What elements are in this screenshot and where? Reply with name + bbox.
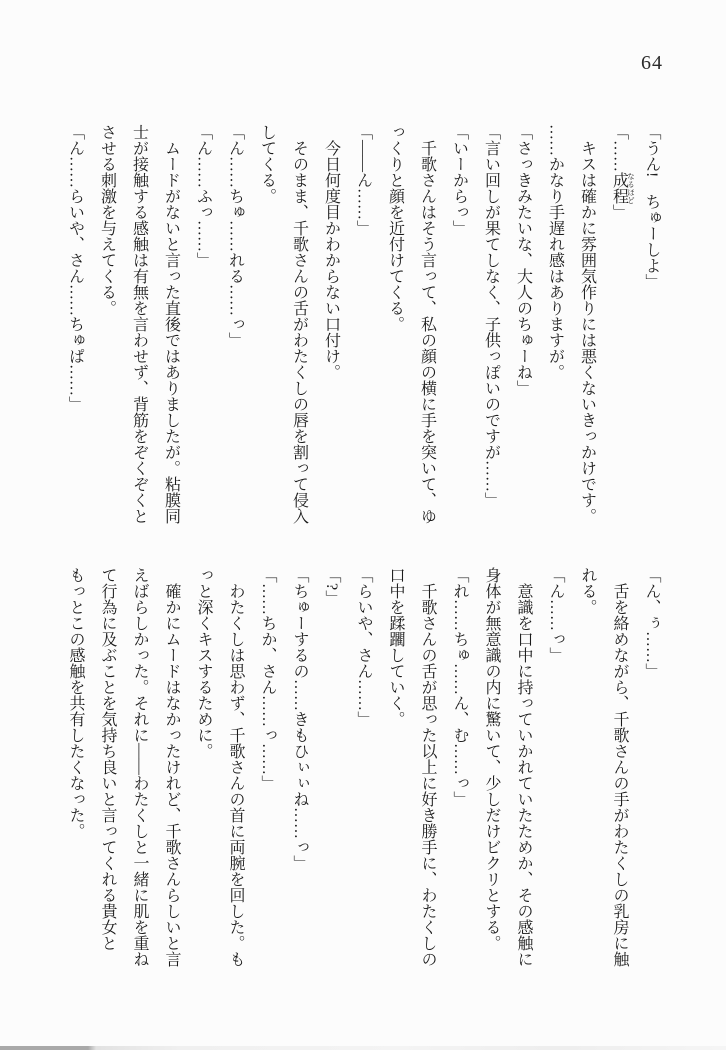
text-line: 「れ……ちゅ……ん、む……っ」: [451, 567, 468, 807]
text-line: っと深くキスするために。: [195, 567, 212, 759]
text-line: 「ん……っ」: [547, 567, 564, 663]
text-line: 「ん……らいや、さん……ちゅぱ……」: [66, 124, 84, 412]
text-line: そのまま、千歌さんの舌がわたくしの唇を割って侵入: [290, 140, 308, 524]
text-line: 「言い回しが果てしなく、子供っぽいのですが……」: [482, 124, 500, 508]
text-line: 「らいや、さん……」: [355, 567, 372, 727]
text-line: してくる。: [258, 124, 276, 204]
text-line: 「ちゅーするの……きもひぃぃね……っ」: [291, 567, 308, 871]
text-line: 「ん……ふっ……」: [194, 124, 212, 268]
text-line: 口中を蹂躙していく。: [387, 567, 404, 727]
text-line: わたくしは思わず、千歌さんの首に両腕を回した。も: [227, 583, 244, 967]
page-number: 64: [641, 52, 663, 74]
text-line: 「?」: [323, 567, 340, 607]
text-line: 「――ん……」: [354, 124, 372, 236]
text-line: 意識を口中に持っていかれていたためか、その感触に: [515, 583, 532, 967]
text-line: 舌を絡めながら、千歌さんの手がわたくしの乳房に触: [611, 583, 628, 967]
text-block-top: [59, 124, 668, 538]
ruby-annotated-word: 成程 なるほど: [610, 172, 636, 204]
text-line: 「……ちか、さん……っ……」: [259, 567, 276, 791]
text-line: っくりと顔を近付けてくる。: [386, 124, 404, 332]
text-line: 「いーからっ」: [450, 124, 468, 236]
text-line: 「さっきみたいな、大人のちゅーね」: [514, 124, 532, 396]
text-line: れる。: [579, 567, 596, 615]
text-line: 今日何度目かわからない口付け。: [322, 140, 340, 380]
text-line: 確かにムードはなかったけれど、千歌さんらしいと言: [163, 583, 180, 967]
text-line: ……かなり手遅れ感はありますが。: [546, 124, 564, 380]
text-line: 千歌さんの舌が思った以上に好き勝手に、わたくしの: [419, 583, 436, 967]
text-line: 身体が無意識の内に驚いて、少しだけビクリとする。: [483, 567, 500, 951]
text-line: えばらしかった。それに――わたくしと一緒に肌を重ね: [131, 567, 148, 967]
text-block-bottom: [59, 567, 667, 981]
text-line: て行為に及ぶことを気持ち良いと言ってくれる貴女と: [99, 567, 116, 951]
text-line: 「うん! ちゅーしよ」: [643, 124, 660, 290]
text-line: キスは確かに雰囲気作りには悪くないきっかけです。: [578, 140, 596, 524]
text-line: 士が接触する感触は有無を言わせず、背筋をぞくぞくと: [130, 124, 148, 524]
text-line: させる刺激を与えてくる。: [98, 124, 116, 316]
text-line: 「ん……ちゅ……れる……っ」: [226, 124, 244, 348]
text-line: 千歌さんはそう言って、私の顔の横に手を突いて、ゆ: [418, 140, 436, 524]
text-line: もっとこの感触を共有したくなった。: [67, 567, 84, 839]
scan-bottom-edge: [0, 1046, 726, 1050]
text-line: 「ん、ぅ……」: [643, 567, 660, 679]
text-line: 「……成程 なるほど」: [610, 124, 636, 220]
text-line: ムードがないと言った直後ではありましたが。粘膜同: [162, 140, 180, 524]
